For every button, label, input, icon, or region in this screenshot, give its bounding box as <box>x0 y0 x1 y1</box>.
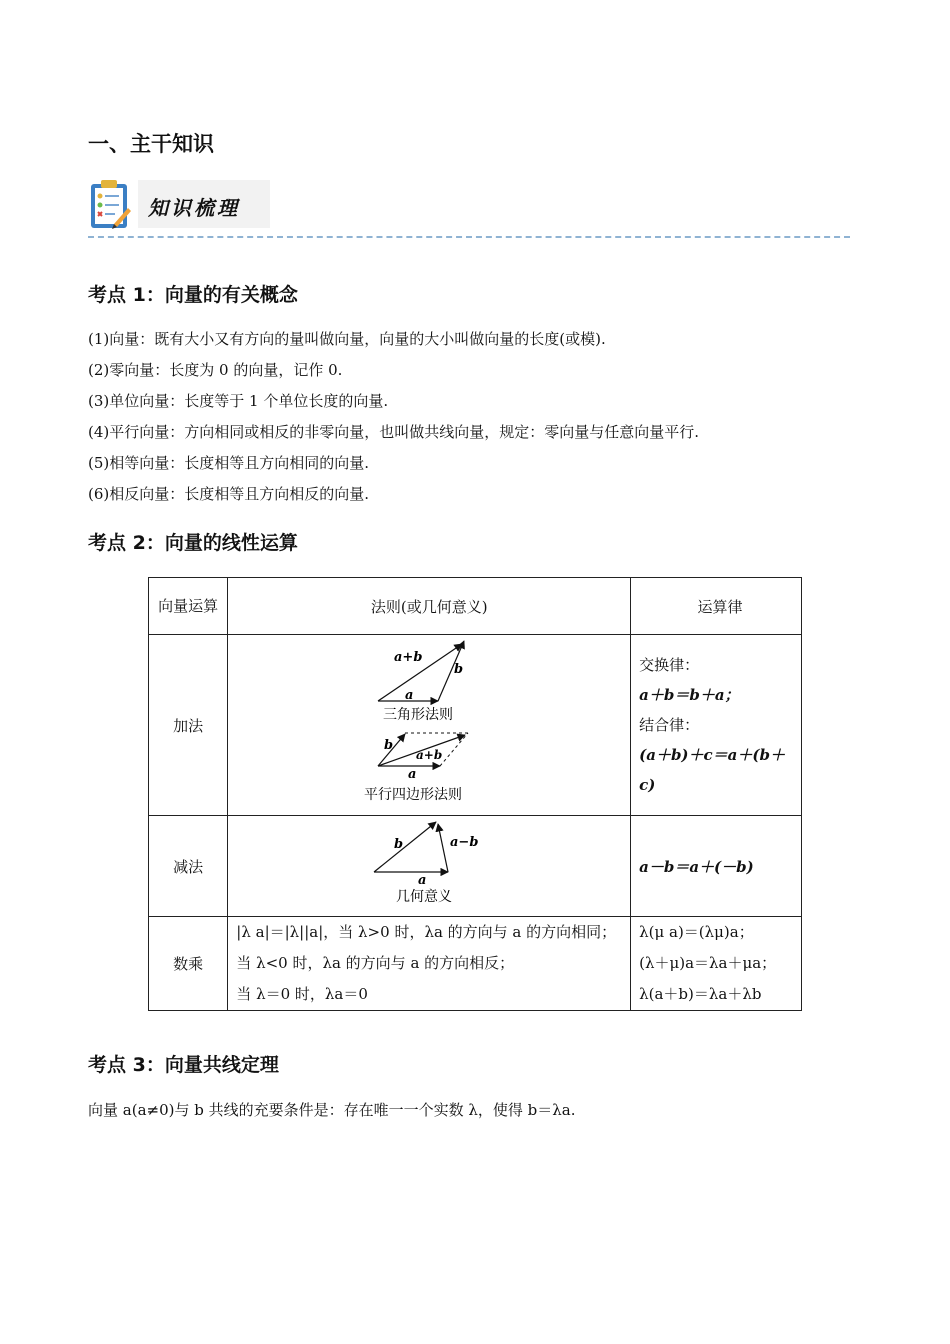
sub-caption: 几何意义 <box>396 889 453 905</box>
mul-laws <box>631 917 802 1011</box>
kp1-item: (2)零向量：长度为 0 的向量，记作 0. <box>88 361 343 379</box>
label-a: a <box>418 873 427 888</box>
kp1-item: (6)相反向量：长度相等且方向相反的向量. <box>88 485 370 503</box>
label-b: b <box>384 738 394 753</box>
kp1-item: (1)向量：既有大小又有方向的量叫做向量，向量的大小叫做向量的长度(或模). <box>88 330 606 348</box>
op-mul-label: 数乘 <box>173 955 204 973</box>
table-header-row <box>149 578 802 635</box>
header-law: 运算律 <box>631 578 802 635</box>
table-row-mul <box>149 917 802 1011</box>
rule-line: 当 λ＝0 时，λa＝0 <box>236 985 368 1003</box>
kp1-item: (5)相等向量：长度相等且方向相同的向量. <box>88 454 370 472</box>
triangle-caption: 三角形法则 <box>383 707 454 723</box>
add-laws <box>631 635 802 816</box>
knowledge-banner <box>88 178 272 234</box>
header-rule: 法则(或几何意义) <box>228 578 631 635</box>
op-add: 加法 <box>149 635 228 816</box>
op-sub: 减法 <box>149 816 228 917</box>
label-diff: a−b <box>450 835 479 850</box>
law-line: (a＋b)＋c＝a＋(b＋c) <box>639 746 785 794</box>
header-op: 向量运算 <box>149 578 228 635</box>
mul-rules <box>228 917 631 1011</box>
label-a: a <box>405 688 414 703</box>
rule-line: |λ a|＝|λ||a|，当 λ>0 时，λa 的方向与 a 的方向相同； <box>236 923 617 941</box>
sub-diagram-cell <box>228 816 631 917</box>
kp3-text: 向量 a(a≠0)与 b 共线的充要条件是：存在唯一一个实数 λ，使得 b＝λa. <box>88 1101 576 1119</box>
op-mul <box>149 917 228 1011</box>
law-line: 结合律： <box>639 716 700 734</box>
label-b: b <box>394 837 404 852</box>
law-line: a＋b＝b＋a； <box>639 686 740 704</box>
parallelogram-caption: 平行四边形法则 <box>364 787 463 803</box>
kp1-item: (4)平行向量：方向相同或相反的非零向量，也叫做共线向量，规定：零向量与任意向量平行. <box>88 423 700 441</box>
kp1-title: 考点 1：向量的有关概念 <box>88 284 298 306</box>
linear-operations-table <box>148 577 802 1011</box>
kp2-title: 考点 2：向量的线性运算 <box>88 532 298 554</box>
law-line: λ(a＋b)＝λa＋λb <box>639 985 762 1003</box>
label-sum: a+b <box>416 748 443 762</box>
rule-line: 当 λ<0 时，λa 的方向与 a 的方向相反； <box>236 954 515 972</box>
law-line: (λ＋μ)a＝λa＋μa； <box>639 954 777 972</box>
sub-law: a－b＝a＋(－b) <box>631 816 802 917</box>
add-diagrams <box>228 635 631 816</box>
table-row-add <box>149 635 802 816</box>
subtraction-diagram <box>228 816 623 912</box>
banner-title: 知识梳理 <box>148 196 240 220</box>
label-b: b <box>454 662 464 677</box>
table-row-sub <box>149 816 802 917</box>
label-sum: a+b <box>394 650 423 665</box>
kp1-item: (3)单位向量：长度等于 1 个单位长度的向量. <box>88 392 389 410</box>
clipboard-checklist-icon <box>88 178 132 230</box>
addition-diagram <box>228 635 623 811</box>
law-line: λ(μ a)＝(λμ)a； <box>639 923 754 941</box>
section-title: 一、主干知识 <box>88 132 214 156</box>
label-a: a <box>408 767 417 782</box>
kp3-title: 考点 3：向量共线定理 <box>88 1054 279 1076</box>
divider <box>88 236 850 238</box>
law-line: 交换律： <box>639 656 700 674</box>
